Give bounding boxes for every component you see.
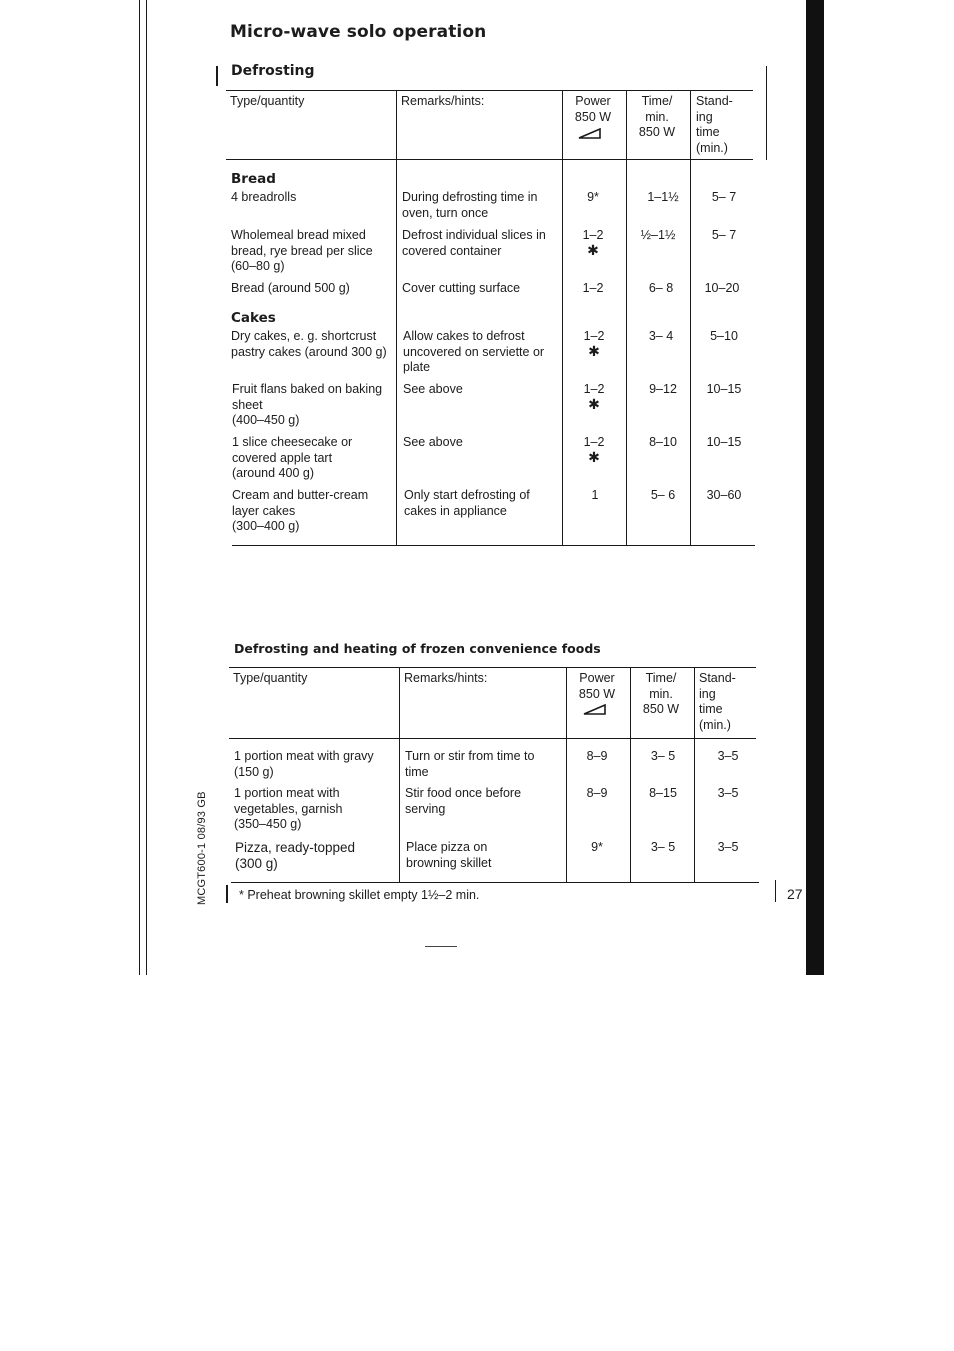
table-row-type: Wholemeal bread mixed bread, rye bread per slice (60–80 g) xyxy=(231,228,373,273)
section-marker-line xyxy=(226,885,228,903)
table-top-rule xyxy=(229,667,756,668)
header-power: Power 850 W xyxy=(578,671,616,701)
table-row-time: 3– 5 xyxy=(650,749,676,763)
table-header-rule xyxy=(229,738,756,739)
table-row-standing: 10–20 xyxy=(704,281,740,295)
header-time: Time/ min. 850 W xyxy=(638,94,676,139)
header-standing: Stand- ing time (min.) xyxy=(696,94,733,155)
page-title: Micro-wave solo operation xyxy=(230,22,487,42)
table-row-remarks: Place pizza on browning skillet xyxy=(406,840,492,870)
column-divider xyxy=(399,667,400,882)
header-type: Type/quantity xyxy=(230,94,305,108)
table-row-time: 3– 5 xyxy=(650,840,676,854)
column-divider xyxy=(626,90,627,545)
table-row-standing: 10–15 xyxy=(706,435,742,449)
microwave-power-icon xyxy=(578,128,604,140)
snowflake-defrost-icon: ✱ xyxy=(587,242,599,258)
section-marker-line xyxy=(216,66,218,86)
table-row-time: 8–10 xyxy=(649,435,677,449)
header-power: Power 850 W xyxy=(574,94,612,124)
header-remarks: Remarks/hints: xyxy=(404,671,488,685)
snowflake-defrost-icon: ✱ xyxy=(588,396,600,412)
table-top-rule xyxy=(226,90,753,91)
header-time: Time/ min. 850 W xyxy=(642,671,680,716)
table-row-standing: 10–15 xyxy=(706,382,742,396)
footnote: * Preheat browning skillet empty 1½–2 min. xyxy=(239,888,480,902)
table-row-remarks: Defrost individual slices in covered container xyxy=(402,228,546,258)
decorative-dash xyxy=(425,946,457,947)
table-row-type: Bread (around 500 g) xyxy=(231,281,350,295)
table-row-power: 1 xyxy=(591,488,599,502)
table-row-power: 8–9 xyxy=(586,749,608,763)
category-bread: Bread xyxy=(231,171,276,187)
table-row-power: 8–9 xyxy=(586,786,608,800)
table-row-time: 3– 4 xyxy=(648,329,674,343)
table-row-power: 1–2 xyxy=(583,435,605,449)
header-remarks: Remarks/hints: xyxy=(401,94,485,108)
binding-edge-line xyxy=(146,0,147,975)
table-row-remarks: Only start defrosting of cakes in appliance xyxy=(404,488,530,518)
table-row-remarks: See above xyxy=(403,435,463,449)
page-number: 27 xyxy=(787,886,803,902)
right-margin-line xyxy=(766,66,767,160)
table-row-type: 4 breadrolls xyxy=(231,190,297,204)
table-row-power: 9* xyxy=(587,190,599,204)
table-row-type: Pizza, ready-topped (300 g) xyxy=(235,840,356,871)
table-row-type: Fruit flans baked on baking sheet (400–450 g) xyxy=(232,382,383,427)
table-row-time: 8–15 xyxy=(649,786,677,800)
table-row-power: 1–2 xyxy=(583,382,605,396)
table-row-power: 1–2 xyxy=(582,228,604,242)
table-row-remarks: During defrosting time in oven, turn once xyxy=(402,190,538,220)
table-row-remarks: Allow cakes to defrost uncovered on serviette or plate xyxy=(403,329,545,374)
header-standing: Stand- ing time (min.) xyxy=(699,671,736,732)
section-title-defrosting: Defrosting xyxy=(231,63,315,79)
table-header-rule xyxy=(226,159,753,160)
table-row-standing: 5–10 xyxy=(710,329,738,343)
header-type: Type/quantity xyxy=(233,671,308,685)
table-row-type: 1 portion meat with gravy (150 g) xyxy=(234,749,374,779)
table-row-time: 9–12 xyxy=(649,382,677,396)
table-row-type: Cream and butter-cream layer cakes (300–400 g) xyxy=(232,488,369,533)
table-row-type: 1 portion meat with vegetables, garnish (350–450 g) xyxy=(234,786,343,831)
table-row-time: 6– 8 xyxy=(648,281,674,295)
table-row-type: Dry cakes, e. g. shortcrust pastry cakes (around 300 g) xyxy=(231,329,387,359)
microwave-power-icon xyxy=(583,704,609,716)
table-row-remarks: Stir food once before serving xyxy=(405,786,522,816)
table-row-power: 1–2 xyxy=(583,329,605,343)
table-row-time: 1–1½ xyxy=(647,190,679,204)
column-divider xyxy=(562,90,563,545)
table-row-remarks: Cover cutting surface xyxy=(402,281,521,295)
right-edge-bar xyxy=(806,0,824,975)
table-row-standing: 3–5 xyxy=(717,786,739,800)
table-row-standing: 30–60 xyxy=(706,488,742,502)
table-row-remarks: See above xyxy=(403,382,463,396)
table-row-type: 1 slice cheesecake or covered apple tart (around 400 g) xyxy=(232,435,353,480)
snowflake-defrost-icon: ✱ xyxy=(588,343,600,359)
column-divider xyxy=(396,90,397,545)
table-row-standing: 3–5 xyxy=(717,840,739,854)
table-row-standing: 5– 7 xyxy=(711,228,737,242)
snowflake-defrost-icon: ✱ xyxy=(588,449,600,465)
table-row-power: 1–2 xyxy=(582,281,604,295)
table-row-remarks: Turn or stir from time to time xyxy=(405,749,535,779)
binding-edge-line xyxy=(139,0,140,975)
table-bottom-rule xyxy=(232,545,755,546)
table-bottom-rule xyxy=(231,882,759,883)
table-row-power: 9* xyxy=(591,840,603,854)
document-code: MCGT600-1 08/93 GB xyxy=(196,791,208,905)
column-divider xyxy=(690,90,691,545)
table-row-time: 5– 6 xyxy=(650,488,676,502)
section-title-convenience-foods: Defrosting and heating of frozen convenience foods xyxy=(234,641,601,656)
table-row-time: ½–1½ xyxy=(640,228,676,242)
right-margin-line xyxy=(775,880,776,902)
table-row-standing: 3–5 xyxy=(717,749,739,763)
category-cakes: Cakes xyxy=(231,310,276,326)
table-row-standing: 5– 7 xyxy=(711,190,737,204)
